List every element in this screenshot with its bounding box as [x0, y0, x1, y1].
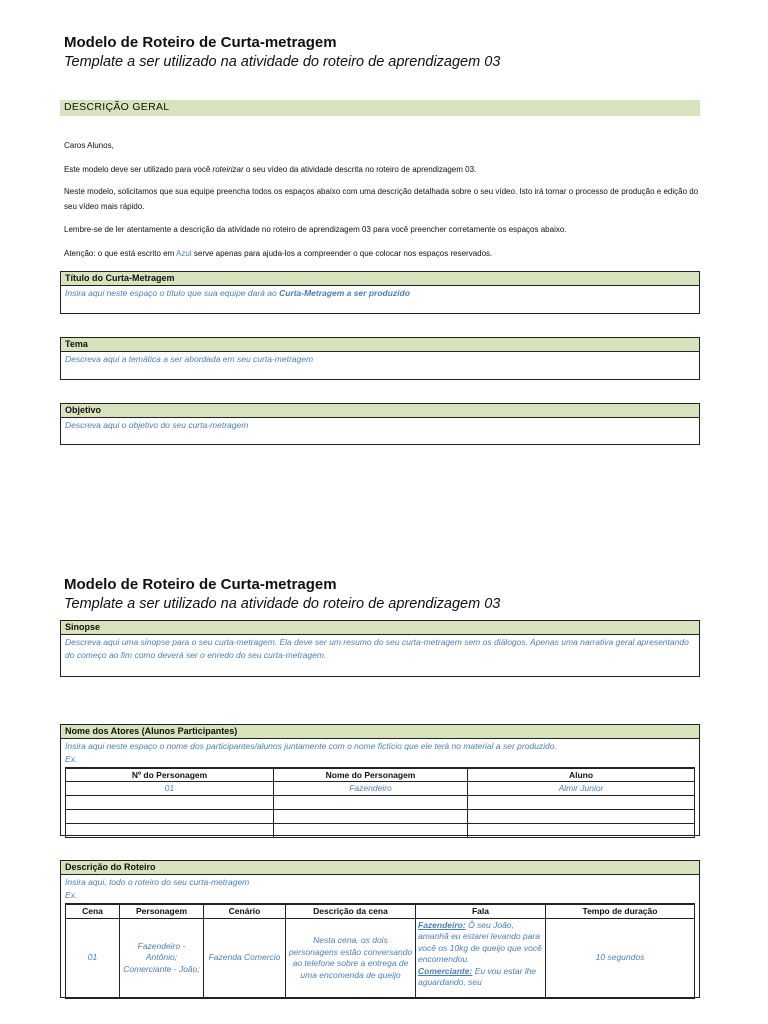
paragraph-2: Neste modelo, solicitamos que sua equipe preencha todos os espaços abaixo com uma descrição detalhada sobre o seu vídeo. Isto irá tornar o processo de produção e edição do seu vídeo mais rápido. [64, 187, 699, 211]
paragraph-4: Atenção: o que está escrito em Azul serve apenas para ajuda-los a compreender o que colocar nos espaços reservados. [64, 249, 493, 258]
col-tempo-duracao: Tempo de duração [546, 904, 695, 918]
sinopse-label: Sinopse [61, 621, 699, 635]
col-descricao-cena: Descrição da cena [286, 904, 416, 918]
table-row [66, 795, 695, 809]
table-cell[interactable] [66, 809, 274, 823]
col-nome-personagem: Nome do Personagem [274, 768, 468, 781]
table-cell[interactable]: Fazendeiro [274, 781, 468, 795]
personagem-cell[interactable]: Fazendeiro - Antônio; Comerciante - João; [120, 918, 204, 998]
sinopse-box [60, 620, 700, 677]
descricao-cell[interactable]: Nesta cena, os dois personagens estão conversando ao telefone sobre a entrega de uma encomenda de queijo [286, 918, 416, 998]
table-cell[interactable] [274, 823, 468, 837]
tema-box [60, 337, 700, 380]
table-row [66, 809, 695, 823]
cena-cell[interactable]: 01 [66, 918, 120, 998]
table-cell[interactable]: 01 [66, 781, 274, 795]
greeting: Caros Alunos, [64, 141, 114, 150]
table-row [66, 823, 695, 837]
roteiro-hint: Insira aqui, todo o roteiro do seu curta-metragem Ex. [65, 877, 250, 900]
table-cell[interactable] [468, 809, 695, 823]
atores-box [60, 724, 700, 836]
table-cell[interactable] [468, 823, 695, 837]
page-title-2: Modelo de Roteiro de Curta-metragem [64, 576, 337, 593]
atores-label: Nome dos Atores (Alunos Participantes) [61, 725, 699, 739]
page-title: Modelo de Roteiro de Curta-metragem [64, 34, 337, 51]
col-fala: Fala [416, 904, 546, 918]
col-numero-personagem: Nº do Personagem [66, 768, 274, 781]
table-row [66, 781, 695, 795]
titulo-curta-field[interactable]: Insira aqui neste espaço o título que sua equipe dará ao Curta-Metragem a ser produzido [65, 288, 410, 298]
table-cell[interactable] [274, 809, 468, 823]
objetivo-box [60, 403, 700, 445]
table-cell[interactable] [274, 795, 468, 809]
table-cell[interactable] [66, 823, 274, 837]
paragraph-1: Este modelo deve ser utilizado para você roteirizar o seu vídeo da atividade descrita no roteiro de aprendizagem 03. [64, 165, 477, 174]
table-cell[interactable] [468, 795, 695, 809]
col-personagem: Personagem [120, 904, 204, 918]
page-subtitle: Template a ser utilizado na atividade do roteiro de aprendizagem 03 [64, 54, 501, 70]
section-descricao-geral: DESCRIÇÃO GERAL [60, 100, 700, 116]
tempo-cell[interactable]: 10 segundos [546, 918, 695, 998]
roteiro-box [60, 860, 700, 998]
col-cena: Cena [66, 904, 120, 918]
atores-table [65, 767, 695, 838]
table-cell[interactable]: Almir Junior [468, 781, 695, 795]
page-subtitle-2: Template a ser utilizado na atividade do roteiro de aprendizagem 03 [64, 596, 501, 612]
sinopse-field[interactable]: Descreva aqui uma sinopse para o seu curta-metragem. Ela deve ser um resumo do seu curta-metragem sem os diálogos. Apenas uma narrativa geral apresentando do começo ao fim como deverá ser o enredo do seu curta-metragem. [65, 637, 689, 660]
tema-label: Tema [61, 338, 699, 352]
roteiro-label: Descrição do Roteiro [61, 861, 699, 875]
roteiro-table [65, 903, 695, 999]
titulo-curta-box [60, 271, 700, 314]
col-cenario: Cenário [204, 904, 286, 918]
objetivo-label: Objetivo [61, 404, 699, 418]
titulo-curta-label: Título do Curta-Metragem [61, 272, 699, 286]
paragraph-3: Lembre-se de ler atentamente a descrição da atividade no roteiro de aprendizagem 03 para você preencher corretamente os espaços abaixo. [64, 225, 567, 234]
fala-cell[interactable]: Fazendeiro: Ô seu João, amanhã eu estarei levando para você os 10kg de queijo que você encomendou. Comerciante: Eu vou estar lhe aguardando, seu [416, 918, 546, 998]
tema-field[interactable]: Descreva aqui a temática a ser abordada em seu curta-metragem [65, 354, 314, 364]
cenario-cell[interactable]: Fazenda Comercio [204, 918, 286, 998]
table-row [66, 918, 695, 998]
col-aluno: Aluno [468, 768, 695, 781]
table-cell[interactable] [66, 795, 274, 809]
atores-hint: Insira aqui neste espaço o nome dos participantes/alunos juntamente com o nome fictício que ele terá no material a ser produzido. Ex. [65, 741, 557, 764]
objetivo-field[interactable]: Descreva aqui o objetivo do seu curta-metragem [65, 420, 249, 430]
